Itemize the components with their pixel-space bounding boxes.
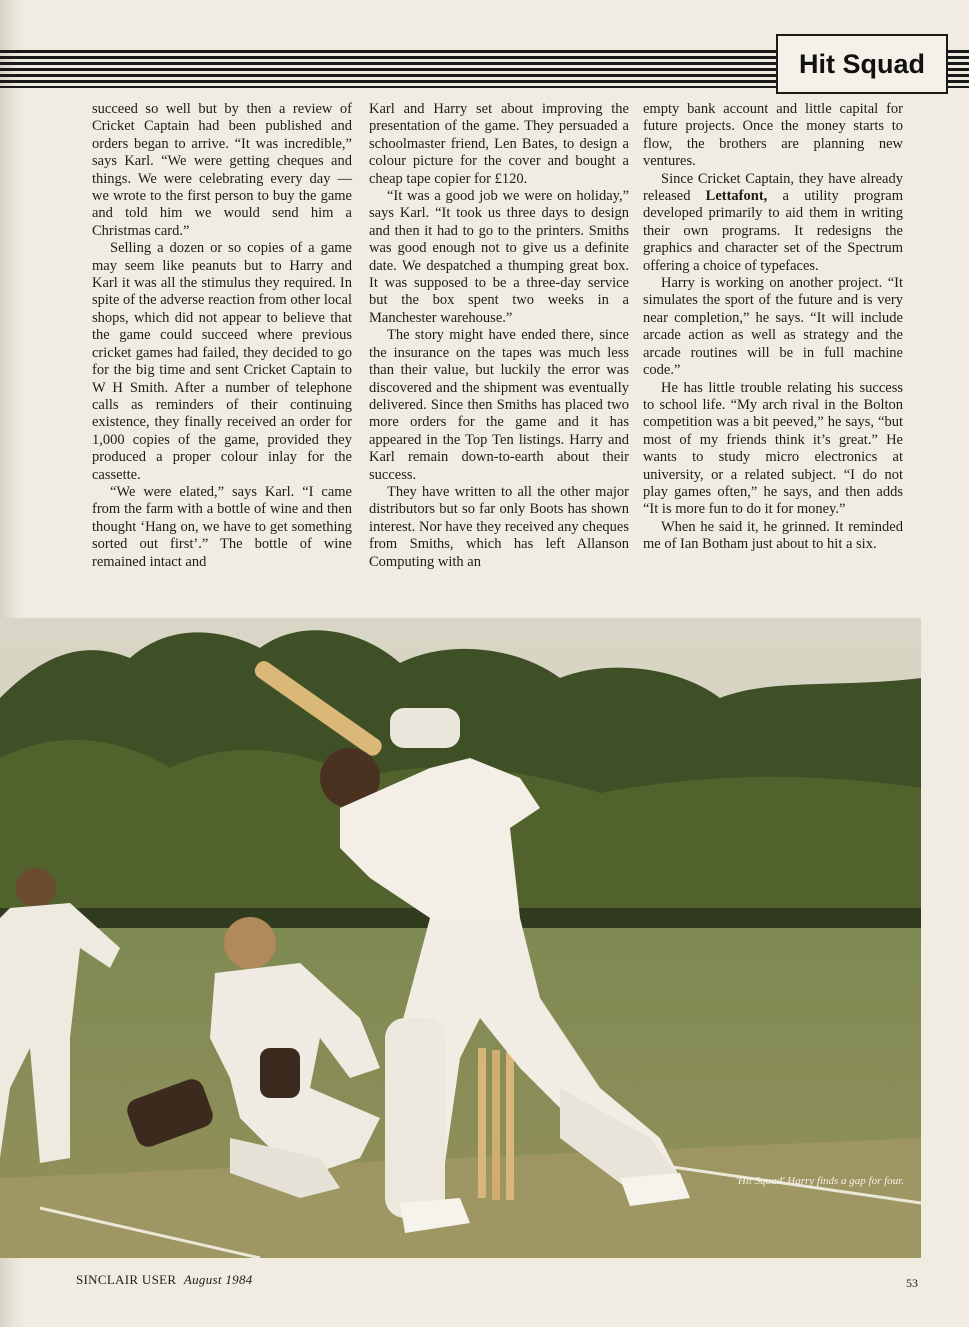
paragraph: The story might have ended there, since the insurance on the tapes was much less than their value, but luckily the error was discovered and the shipment was eventually delivered. Since then Smiths has placed two more orders for the game and it has appeared in the Top Ten listings. Harry and Karl remain down-to-earth about their success. bbox=[369, 327, 629, 483]
paragraph: Harry is working on another project. “It simulates the sport of the future and is very near completion,” he says. “It will include arcade action as well as strategy and the arcade routines will be in full machine code.” bbox=[643, 275, 903, 379]
product-name-bold: Lettafont, bbox=[705, 188, 768, 205]
paragraph: They have written to all the other major distributors but so far only Boots has shown interest. Nor have they received any cheques from Smiths, which has left Allanson Computing with an bbox=[369, 483, 629, 570]
footer-publication bbox=[76, 1272, 253, 1288]
article-column-1 bbox=[92, 101, 352, 571]
cricket-photo bbox=[0, 618, 921, 1258]
paragraph: He has little trouble relating his success to school life. “My arch rival in the Bolton competition was a bit peeved,” he says, “but most of my friends think it’s great.” He wants to study micro electronics at university, or a related subject. “I do not play games often,” he says, and then adds “It is more fun to do it for money.” bbox=[643, 379, 903, 518]
paragraph: “We were elated,” says Karl. “I came from the farm with a bottle of wine and then thought ‘Hang on, we have to get something sorted out first’.” The bottle of wine remained intact and bbox=[92, 483, 352, 570]
article-column-2 bbox=[369, 101, 629, 571]
photo-caption: 'Hit Squad' Harry finds a gap for four. bbox=[735, 1175, 904, 1187]
paragraph: succeed so well but by then a review of Cricket Captain had been published and orders began to arrive. “It was incredible,” says Karl. “We were getting cheques and things. We were celebrating every day — we wrote to the first person to buy the game and told him we would send him a Christmas card.” bbox=[92, 101, 352, 239]
header-rule-lines bbox=[0, 50, 780, 88]
article-column-3 bbox=[643, 101, 903, 554]
text-run: a utility program developed primarily to aid them in writing their own programs. It redesigns the graphics and character set of the Spectrum offering a choice of typefaces. bbox=[643, 188, 904, 274]
page-number: 53 bbox=[906, 1276, 918, 1290]
section-title-box bbox=[776, 34, 948, 94]
paragraph: Selling a dozen or so copies of a game may seem like peanuts but to Harry and Karl it was all the stimulus they required. In spite of the adverse reaction from other local shops, which did not appear to believe that the game could succeed where previous cricket games had failed, they decided to go for the big time and sent Cricket Captain to W H Smith. After a number of telephone calls as reminders of their continuing existence, they finally received an order for 1,000 copies of the game, provided they produced a proper colour inlay for the cassette. bbox=[92, 240, 352, 483]
paragraph: empty bank account and little capital for future projects. Once the money starts to flow, the brothers are planning new ventures. bbox=[643, 101, 903, 170]
paragraph: When he said it, he grinned. It reminded me of Ian Botham just about to hit a six. bbox=[643, 518, 903, 553]
issue-date: August 1984 bbox=[183, 1272, 253, 1287]
section-title: Hit Squad bbox=[799, 48, 925, 79]
stumps bbox=[478, 1048, 514, 1200]
paragraph: Karl and Harry set about improving the presentation of the game. They persuaded a schoolmaster friend, Len Bates, to design a colour picture for the cover and bought a cheap tape copier for £120. bbox=[369, 101, 629, 187]
publication-name: SINCLAIR USER bbox=[76, 1272, 177, 1287]
paragraph bbox=[643, 171, 903, 275]
header-rule-lines-right bbox=[946, 50, 969, 88]
paragraph: “It was a good job we were on holiday,” says Karl. “It took us three days to design and then it had to go to the printers. Smiths was good enough not to give us a definite date. We despatched a thumping great box. It was supposed to be a three-day service but the box spent two weeks in a Manchester warehouse.” bbox=[369, 188, 629, 326]
cricket-photo-illustration bbox=[0, 618, 921, 1258]
text-run: Since Cricket Captain, they have already released bbox=[643, 170, 903, 205]
